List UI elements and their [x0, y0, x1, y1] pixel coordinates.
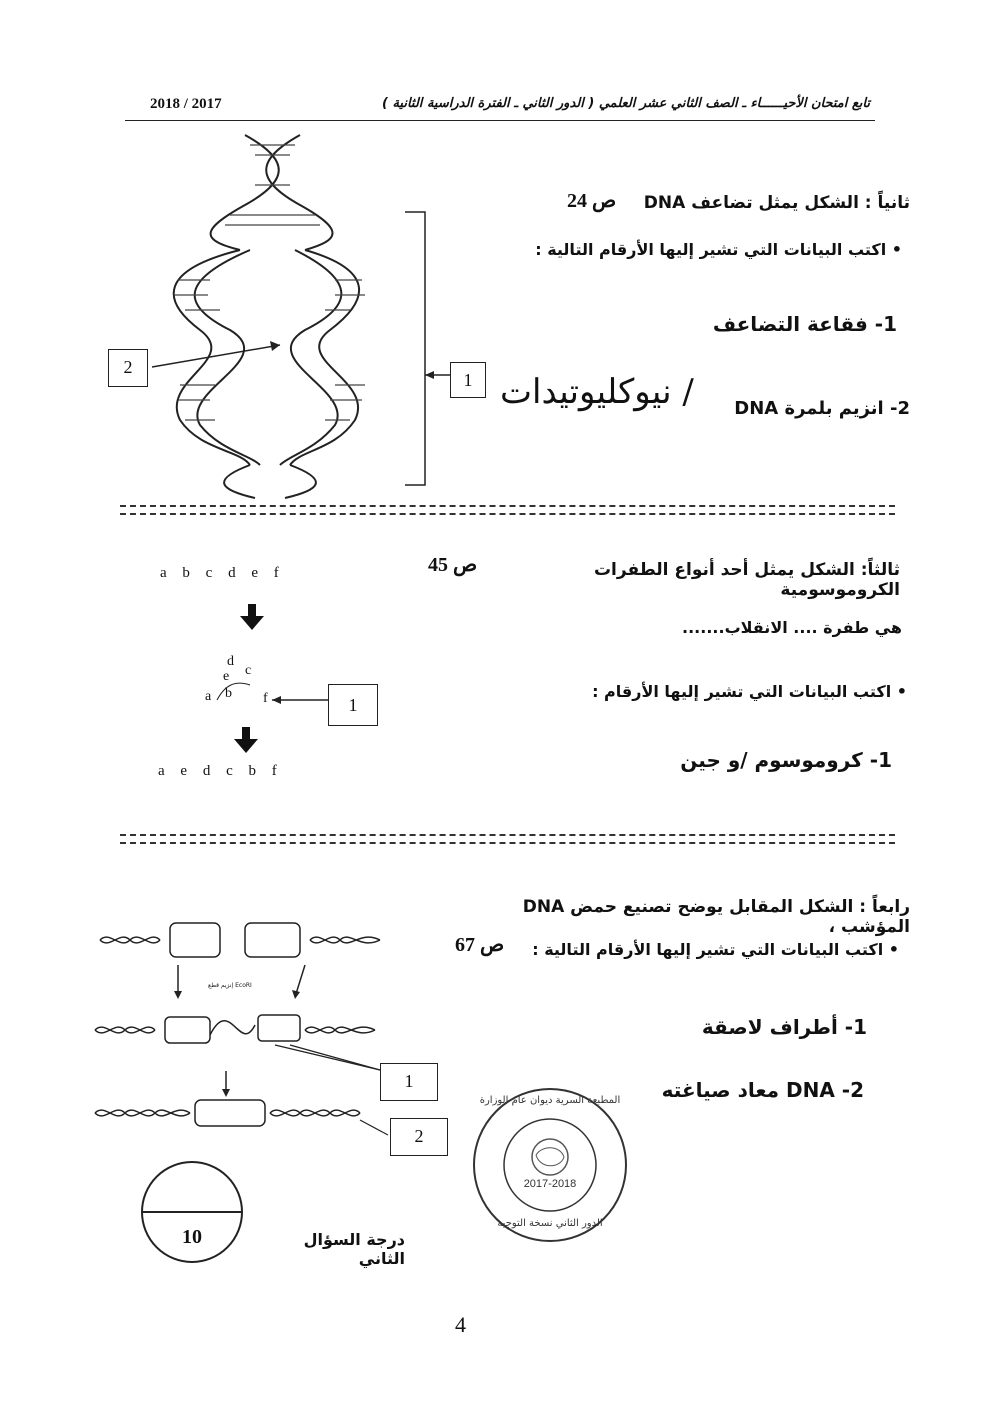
page-number: 4 [455, 1312, 466, 1337]
svg-text:e: e [223, 669, 230, 684]
svg-text:d: d [227, 654, 234, 669]
section4-page-ref: ص 67 [455, 934, 505, 956]
section4-answer-1: 1- أطراف لاصقة [701, 1015, 867, 1039]
recombinant-label-box-1: 1 [380, 1063, 438, 1101]
section2-handwritten-answer: / نيوكليوتيدات [500, 372, 694, 412]
stamp-text-top: المطبعة السرية ديوان عام الوزارة [479, 1095, 621, 1106]
section2-title: ثانياً : الشكل يمثل تضاعف DNA [643, 193, 910, 213]
score-caption: درجة السؤال الثاني [303, 1230, 405, 1268]
stamp-text-bottom: الدور الثاني نسخة التوجيه [497, 1218, 603, 1229]
section2-answer-1: 1- فقاعة التضاعف [712, 312, 897, 336]
section3-title: ثالثاً: الشكل يمثل أحد أنواع الطفرات الكروموسومية [593, 560, 900, 600]
down-arrow-icon [240, 604, 264, 630]
section4-instruction: • اكتب البيانات التي تشير إليها الأرقام التالية : [532, 940, 899, 959]
section2-page-ref: ص 24 [567, 190, 617, 212]
pointer-to-box-1 [270, 695, 330, 705]
section3-instruction: • اكتب البيانات التي تشير إليها الأرقام : [592, 682, 907, 701]
inverted-chromosome-sequence: a e d c b f [158, 763, 283, 779]
section3-mutation-type: هي طفرة .... الانقلاب....... [682, 618, 902, 637]
label-box-1: 1 [450, 362, 486, 398]
section2-answer-2: 2- انزيم بلمرة DNA [734, 398, 910, 419]
exam-title: تابع امتحان الأحيــــــاء ـ الصف الثاني عشر العلمي ( الدور الثاني ـ الفترة الدراسية الثانية ) [381, 96, 870, 111]
score-value: 10 [182, 1226, 202, 1248]
section2-instruction: • اكتب البيانات التي تشير إليها الأرقام التالية : [535, 240, 902, 259]
enzyme-caption: إنزيم قطع EcoRI [208, 982, 252, 989]
section4-answer-2: 2- DNA معاد صياغته [661, 1078, 864, 1102]
section-divider [120, 834, 895, 844]
dna-replication-figure [140, 130, 400, 500]
exam-year: 2018 / 2017 [150, 96, 222, 112]
down-arrow-icon [234, 727, 258, 753]
section3-answer-1: 1- كروموسوم /و جين [680, 748, 892, 772]
recombinant-dna-figure [90, 895, 400, 1155]
section-divider [120, 505, 895, 515]
stamp-year: 2017-2018 [523, 1178, 577, 1190]
svg-text:f: f [263, 691, 268, 706]
svg-text:a: a [205, 689, 212, 704]
section3-page-ref: ص 45 [428, 554, 478, 576]
mutation-label-box-1: 1 [328, 684, 378, 726]
svg-text:c: c [245, 663, 252, 678]
recombinant-label-box-2: 2 [390, 1118, 448, 1156]
bubble-bracket [400, 210, 490, 490]
label-box-2: 2 [108, 349, 148, 387]
svg-text:b: b [225, 686, 232, 701]
inversion-loop-figure [195, 640, 285, 720]
section4-title: رابعاً : الشكل المقابل يوضح تصنيع حمض DNA المؤشب ، [522, 897, 910, 937]
header-divider [125, 120, 875, 121]
original-chromosome-sequence: a b c d e f [160, 565, 285, 581]
